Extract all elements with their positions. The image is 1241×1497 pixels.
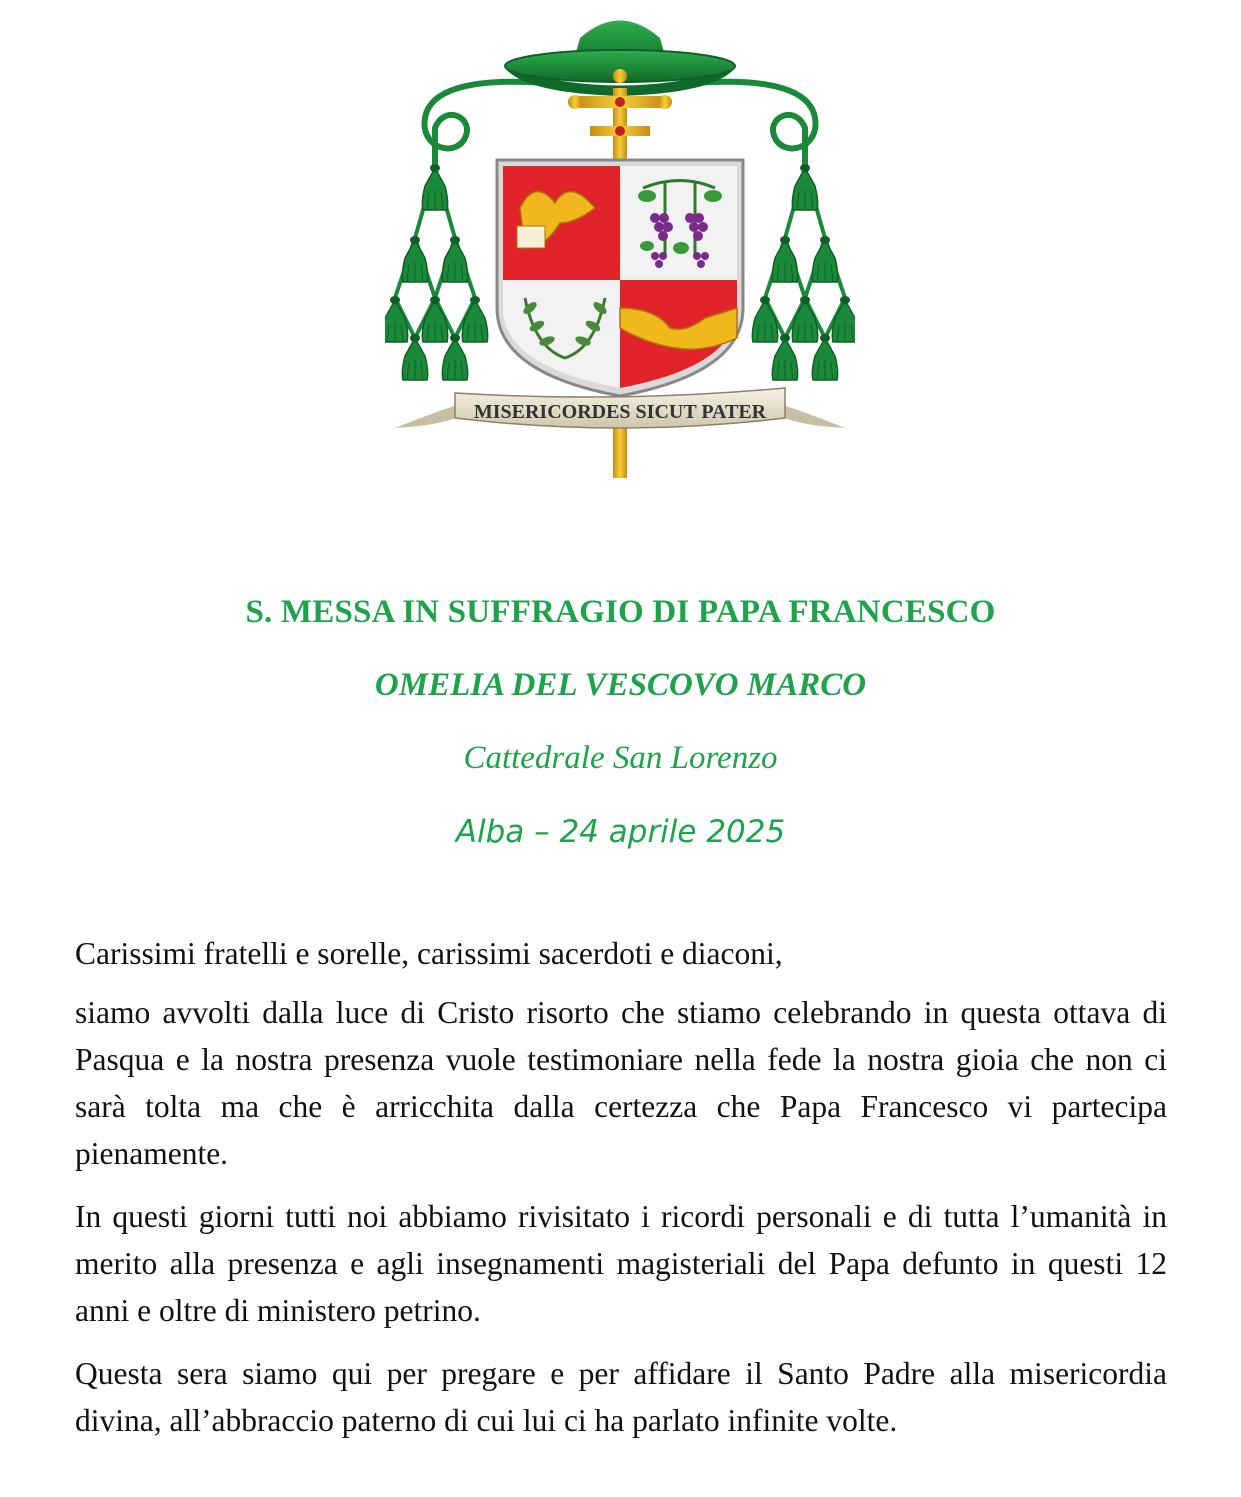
date-line: Alba – 24 aprile 2025 [455,814,786,850]
paragraph: In questi giorni tutti noi abbiamo rivisitato i ricordi personali e di tutta l’umanità in merito alla presenza e agli insegnamenti magisteriali del Papa defunto in questi 12 anni e oltre di ministero petrino. [75,1199,1167,1328]
coat-of-arms-emblem [385,8,855,493]
paragraph: siamo avvolti dalla luce di Cristo risorto che stiamo celebrando in questa ottava di Pasqua e la nostra presenza vuole testimoniare nella fede la nostra gioia che non ci sarà tolta ma che è arricchita dalla certezza che Papa Francesco vi partecipa pienamente. [75,995,1167,1171]
motto-text: MISERICORDES SICUT PATER [473,401,767,423]
page-subtitle: OMELIA DEL VESCOVO MARCO [374,667,867,703]
place-line: Cattedrale San Lorenzo [463,740,778,776]
paragraph-salutation: Carissimi fratelli e sorelle, carissimi sacerdoti e diaconi, [75,936,783,971]
paragraph: Questa sera siamo qui per pregare e per affidare il Santo Padre alla misericordia divina, all’abbraccio paterno di cui lui ci ha parlato infinite volte. [75,1356,1167,1438]
page-title: S. MESSA IN SUFFRAGIO DI PAPA FRANCESCO [245,594,996,630]
homily-body [75,930,1167,1460]
